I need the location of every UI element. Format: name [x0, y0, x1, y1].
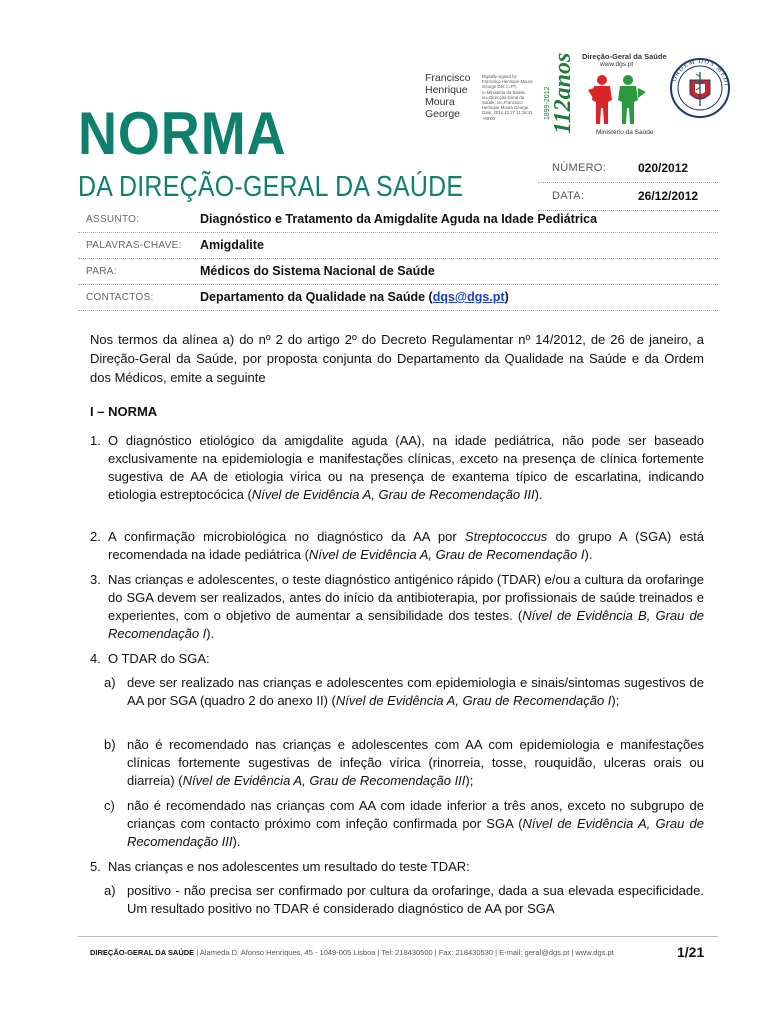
list-item-2: A confirmação microbiológica no diagnóstico da AA por Streptococcus do grupo A (SGA) está recomendada na idade pediátrica (Nível de Evidência A, Grau de Recomendação I). [108, 529, 704, 562]
signer-line: Moura [425, 96, 455, 108]
digital-signer-name [425, 72, 471, 120]
subitem-letter: a) [104, 675, 116, 690]
anniversary-years: 1899-2012 [544, 86, 551, 120]
signer-line: Henrique [425, 84, 468, 96]
list-item-4: O TDAR do SGA: [108, 651, 210, 666]
norma-info-table [78, 207, 718, 311]
assunto-row [78, 207, 718, 233]
item-number: 3. [90, 572, 101, 587]
norma-subtitle: DA DIREÇÃO-GERAL DA SAÚDE [78, 171, 464, 203]
list-subitem-4b: não é recomendado nas crianças e adolescentes com AA com epidemiologia e manifestações clínicas fortemente sugestivas de infeção vírica (rinorreia, tosse, rouquidão, ulceras orais ou diarreia) (Nível de Evidência A, Grau de Recomendação III); [127, 737, 704, 788]
para-label: PARA: [86, 266, 117, 277]
list-subitem-4c: não é recomendado nas crianças com AA com idade inferior a três anos, exceto no subgrupo de crianças com contacto próximo com infeção confirmada por SGA (Nível de Evidência A, Grau de Recomendação III). [127, 798, 704, 849]
contactos-row [78, 285, 718, 311]
numero-value: 020/2012 [638, 161, 689, 175]
ordem-medicos-seal [668, 50, 732, 130]
page-footer [90, 948, 614, 957]
subitem-letter: c) [104, 798, 115, 813]
footer-divider [78, 936, 718, 937]
palavras-chave-label: PALAVRAS-CHAVE: [86, 240, 182, 251]
numero-row [538, 155, 718, 183]
contactos-label: CONTACTOS: [86, 292, 154, 303]
item-number: 4. [90, 651, 101, 666]
dgs-figures-logo [580, 52, 662, 140]
numero-label: NÚMERO: [552, 162, 607, 174]
item-number: 2. [90, 529, 101, 544]
palavras-chave-value: Amigdalite [200, 238, 264, 252]
dgs-name: Direção-Geral da Saúde [582, 52, 667, 61]
para-value: Médicos do Sistema Nacional de Saúde [200, 264, 435, 278]
signer-line: George [425, 108, 461, 120]
anniversary-logo [544, 50, 576, 142]
norma-title: NORMA [78, 100, 287, 167]
assunto-label: ASSUNTO: [86, 214, 140, 225]
data-label: DATA: [552, 190, 585, 202]
ministry-name: Ministério da Saúde [596, 129, 654, 136]
dgs-url: www.dgs.pt [600, 61, 634, 68]
data-value: 26/12/2012 [638, 189, 699, 203]
digital-signature-detail: Digitally signed by Francisco Henrique Moura George DN: c=PT, o=Ministério da Saúde, ou=Direcção-Geral da Saúde, cn=Francisco Henrique Moura George Date: 2012.12.27 11:18:41 +00'00' [482, 74, 533, 121]
assunto-value: Diagnóstico e Tratamento da Amigdalite Aguda na Idade Pediátrica [200, 212, 598, 226]
list-item-5: Nas crianças e nos adolescentes um resultado do teste TDAR: [108, 859, 470, 874]
list-item-1: O diagnóstico etiológico da amigdalite aguda (AA), na idade pediátrica, não pode ser baseado exclusivamente na epidemiologia e manifestações clínicas, exceto na presença de clínica fortemente sugestiva de AA de etiologia vírica ou na presença de exantema típico de escarlatina, indicando etiologia estreptocócica (Nível de Evidência A, Grau de Recomendação III). [108, 433, 704, 502]
palavras-chave-row [78, 233, 718, 259]
footer-address: | Alameda D. Afonso Henriques, 45 - 1049-005 Lisboa | Tel: 218430500 | Fax: 218430530 | E-mail: geral@dgs.pt | www.dgs.pt [194, 948, 614, 957]
subitem-letter: b) [104, 737, 116, 752]
page-number: 1/21 [677, 944, 705, 960]
list-subitem-4a: deve ser realizado nas crianças e adolescentes com epidemiologia e sinais/sintomas sugestivos de AA por SGA (quadro 2 do anexo II) (Nível de Evidência A, Grau de Recomendação I); [127, 675, 704, 708]
signer-line: Francisco [425, 72, 471, 84]
svg-text:ORDEM DOS MÉDICOS: ORDEM DOS MÉDI [670, 57, 730, 87]
norma-meta-table [538, 155, 718, 211]
para-row [78, 259, 718, 285]
footer-org: DIREÇÃO-GERAL DA SAÚDE [90, 948, 195, 957]
anniversary-label: 112anos [550, 52, 576, 134]
item-number: 5. [90, 859, 101, 874]
section-heading: I – NORMA [90, 404, 158, 419]
intro-paragraph: Nos termos da alínea a) do nº 2 do artigo 2º do Decreto Regulamentar nº 14/2012, de 26 de janeiro, a Direção-Geral da Saúde, por proposta conjunta do Departamento da Qualidade na Saúde e da Ordem dos Médicos, emite a seguinte [90, 332, 704, 385]
subitem-letter: a) [104, 883, 116, 898]
list-subitem-5a: positivo - não precisa ser confirmado por cultura da orofaringe, dada a sua elevada especificidade. Um resultado positivo no TDAR é considerado diagnóstico de AA por SGA [127, 883, 704, 916]
list-item-3: Nas crianças e adolescentes, o teste diagnóstico antigénico rápido (TDAR) e/ou a cultura da orofaringe do SGA devem ser realizados, antes do início da antibioterapia, por profissionais de saúde treinados e experientes, com o objetivo de aumentar a sensibilidade dos testes. (Nível de Evidência B, Grau de Recomendação I). [108, 572, 704, 641]
item-number: 1. [90, 433, 101, 448]
contact-email-link[interactable]: dqs@dgs.pt [432, 290, 505, 304]
contactos-value: Departamento da Qualidade na Saúde (dqs@dgs.pt) [200, 290, 509, 304]
